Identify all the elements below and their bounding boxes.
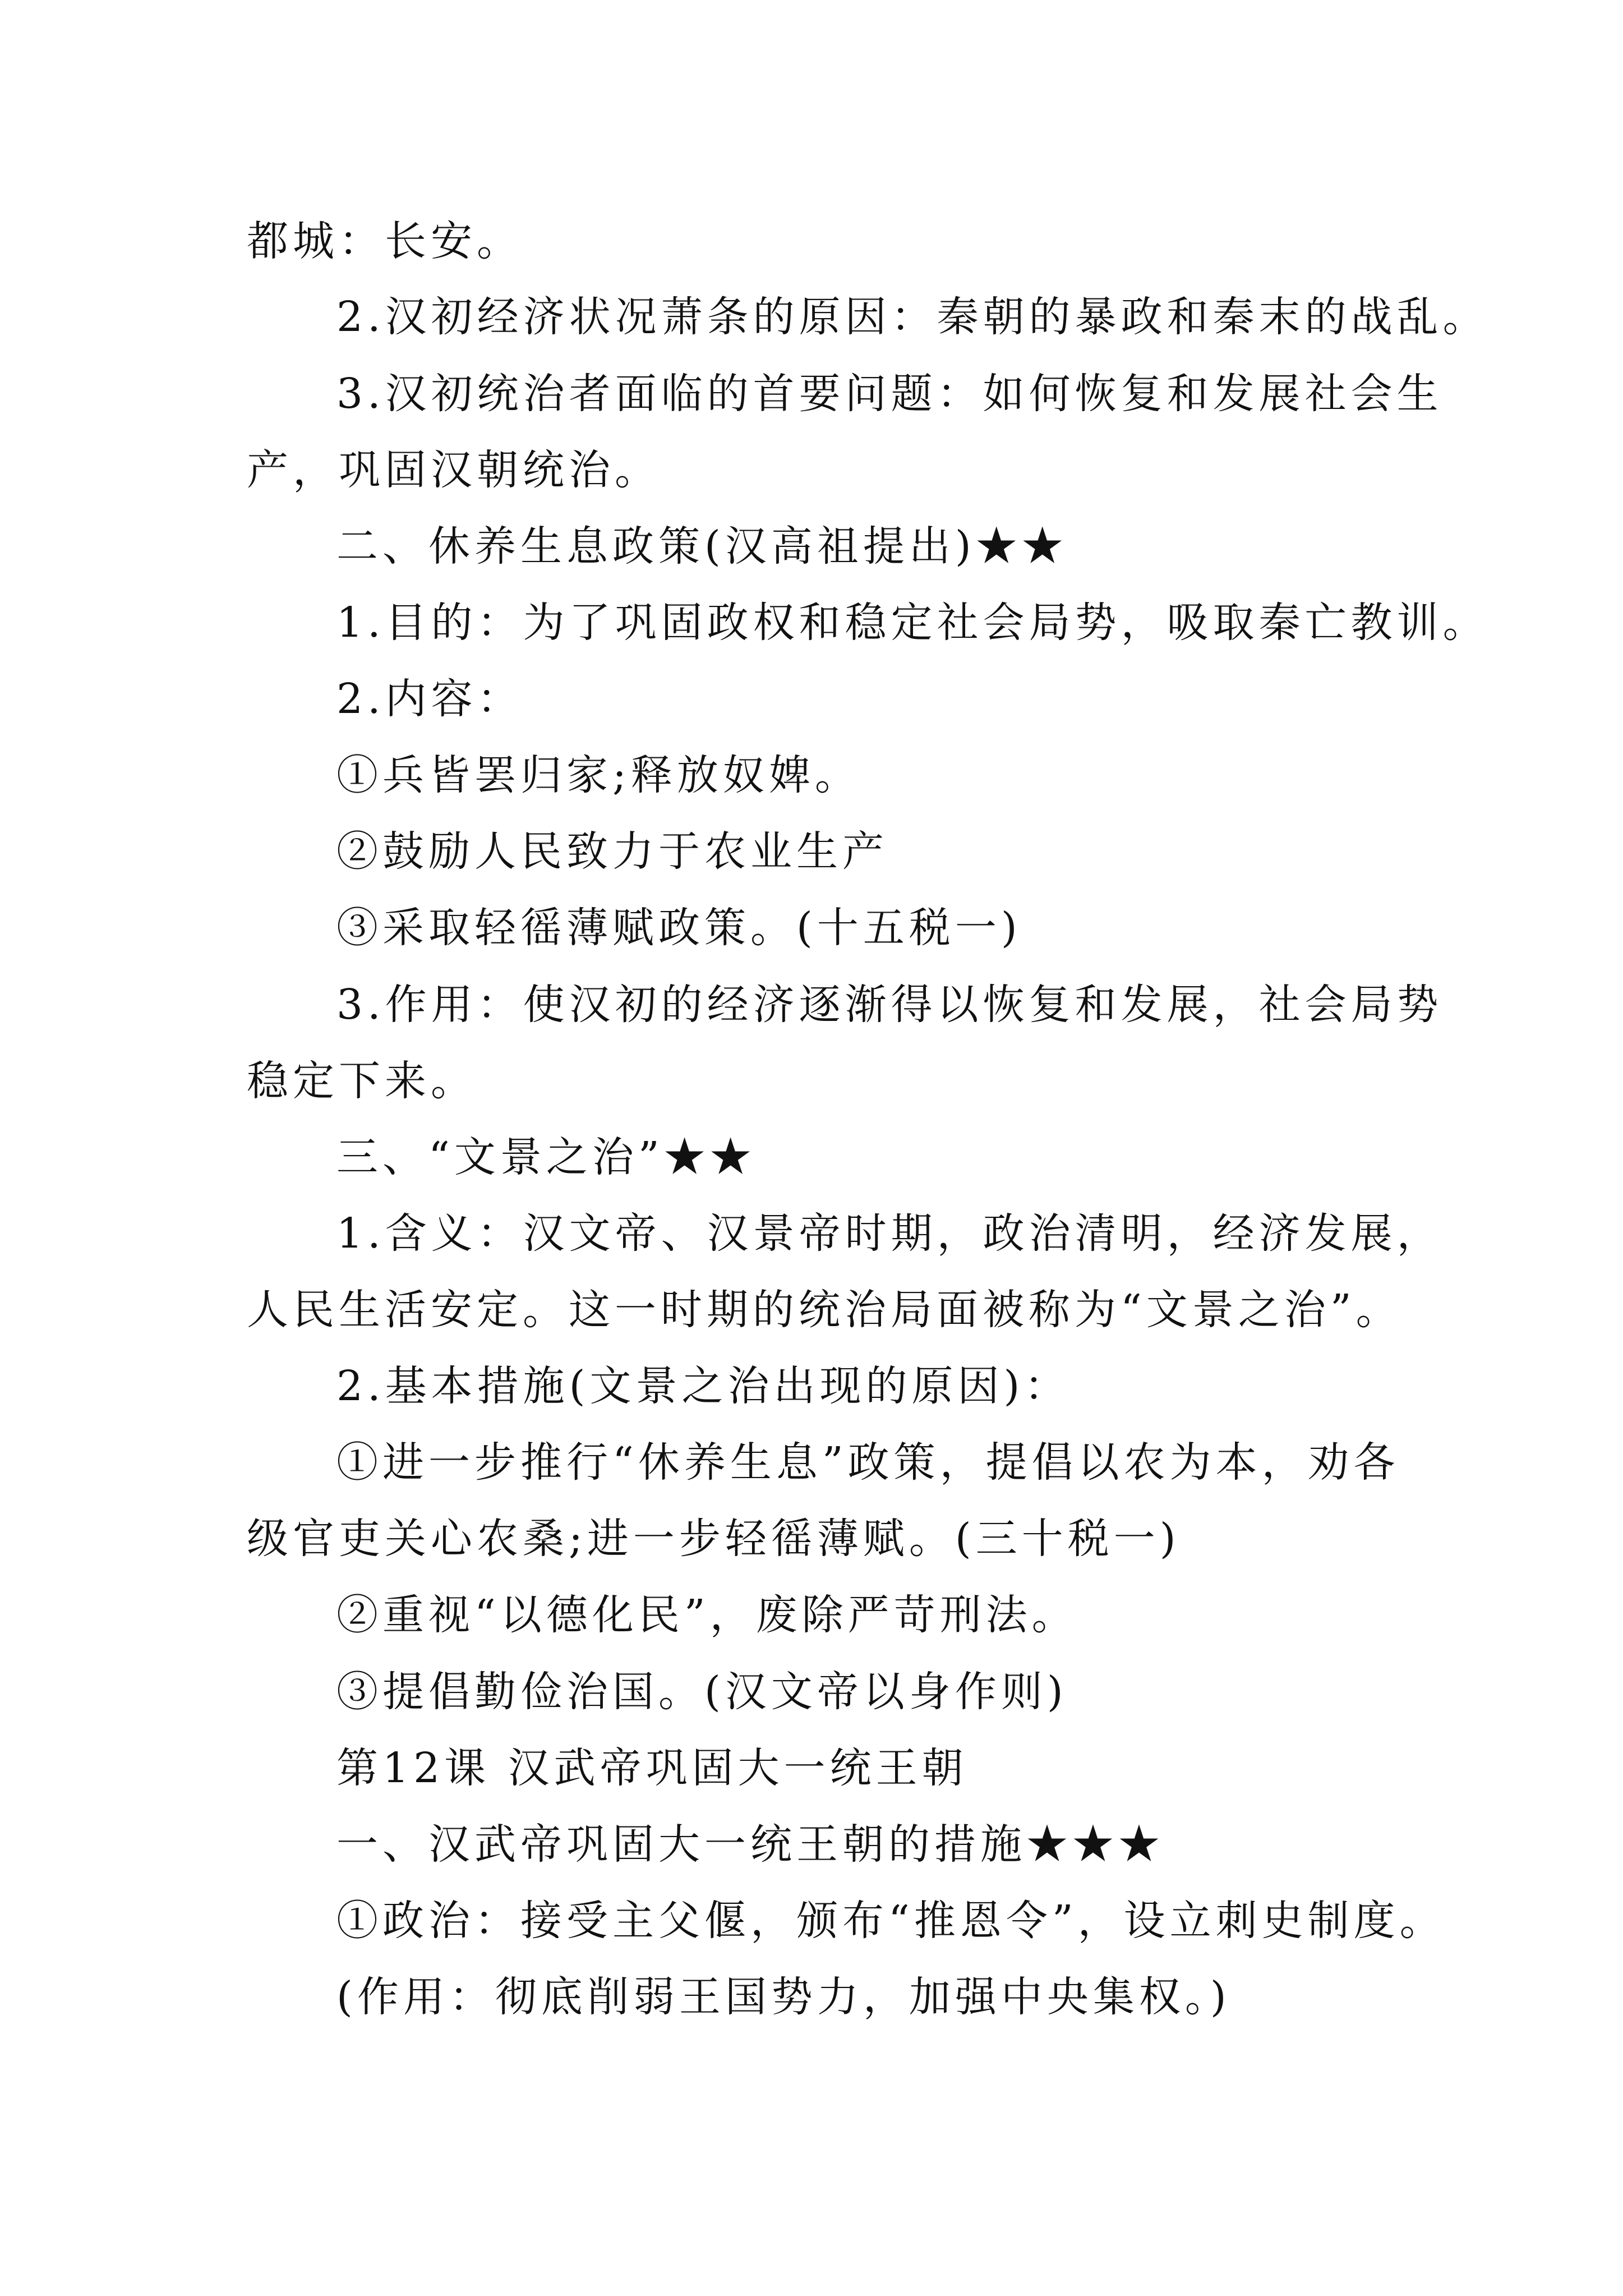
text-line: 稳定下来。 bbox=[247, 1057, 477, 1105]
text-line: 2.基本措施(文景之治出现的原因)： bbox=[336, 1362, 1071, 1410]
list-item: ①兵皆罢归家;释放奴婢。 bbox=[336, 751, 861, 799]
text-line: 产，巩固汉朝统治。 bbox=[247, 446, 661, 494]
list-item: ①政治：接受主父偃，颁布“推恩令”，设立刺史制度。 bbox=[336, 1897, 1446, 1945]
text-line: 2.内容： bbox=[336, 675, 523, 723]
lesson-heading: 第12课 汉武帝巩固大一统王朝 bbox=[336, 1744, 968, 1792]
list-item: ③采取轻徭薄赋政策。(十五税一) bbox=[336, 904, 1022, 952]
section-heading: 一、汉武帝巩固大一统王朝的措施★★★ bbox=[336, 1820, 1164, 1869]
list-item: ③提倡勤俭治国。(汉文帝以身作则) bbox=[336, 1668, 1068, 1716]
text-line: 级官吏关心农桑;进一步轻徭薄赋。(三十税一) bbox=[247, 1515, 1181, 1563]
text-line: 人民生活安定。这一时期的统治局面被称为“文景之治”。 bbox=[247, 1286, 1402, 1334]
text-line: 3.汉初统治者面临的首要问题：如何恢复和发展社会生 bbox=[336, 370, 1443, 418]
list-item: ①进一步推行“休养生息”政策，提倡以农为本，劝各 bbox=[336, 1438, 1400, 1487]
text-line: 2.汉初经济状况萧条的原因：秦朝的暴政和秦末的战乱。 bbox=[336, 293, 1489, 341]
text-line: 1.含义：汉文帝、汉景帝时期，政治清明，经济发展， bbox=[336, 1209, 1443, 1258]
list-item: ②鼓励人民致力于农业生产 bbox=[336, 827, 888, 876]
section-heading: 二、休养生息政策(汉高祖提出)★★ bbox=[336, 522, 1068, 570]
text-line: 1.目的：为了巩固政权和稳定社会局势，吸取秦亡教训。 bbox=[336, 599, 1489, 647]
text-line: 都城：长安。 bbox=[247, 217, 523, 265]
section-heading: 三、“文景之治”★★ bbox=[336, 1133, 756, 1181]
list-item: ②重视“以德化民”，废除严苛刑法。 bbox=[336, 1591, 1078, 1639]
text-line: (作用：彻底削弱王国势力，加强中央集权。) bbox=[336, 1973, 1231, 2021]
text-line: 3.作用：使汉初的经济逐渐得以恢复和发展，社会局势 bbox=[336, 981, 1443, 1029]
